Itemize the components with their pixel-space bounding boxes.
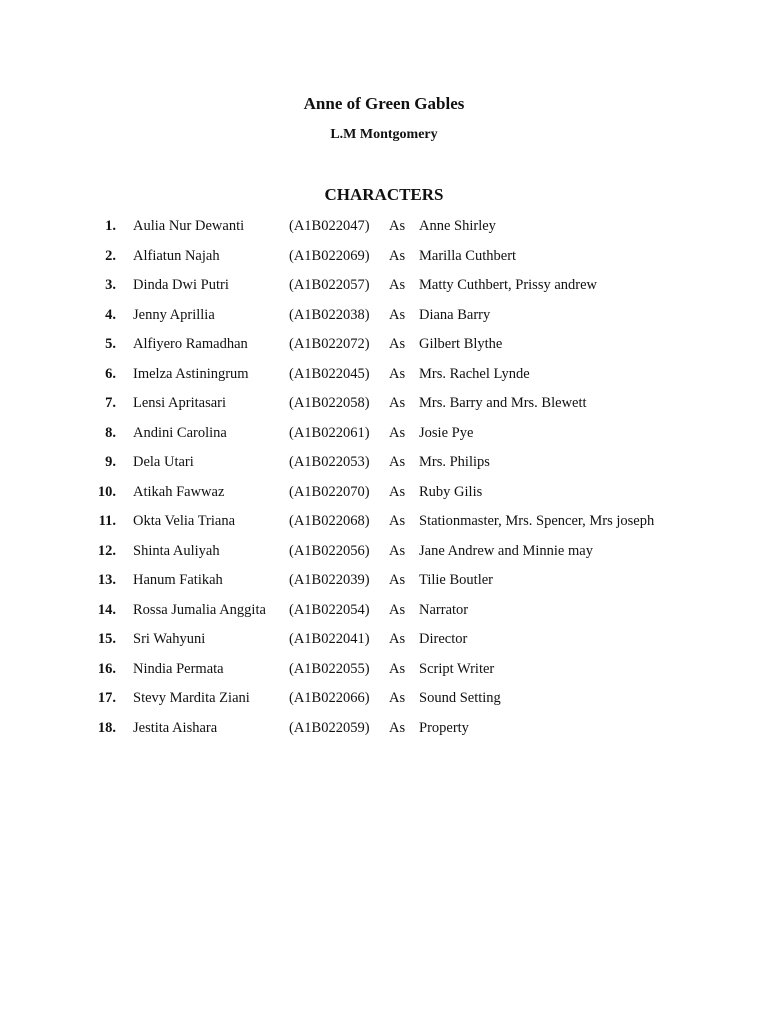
character-row xyxy=(0,598,768,628)
character-row xyxy=(0,568,768,598)
as-label: As xyxy=(389,306,406,323)
role-name: Marilla Cuthbert xyxy=(419,247,517,264)
as-label: As xyxy=(389,542,406,559)
actor-name: Andini Carolina xyxy=(133,424,227,441)
actor-name: Sri Wahyuni xyxy=(133,631,206,647)
role-name: Matty Cuthbert, Prissy andrew xyxy=(419,277,598,293)
student-id: (A1B022061) xyxy=(289,424,370,441)
as-label: As xyxy=(389,601,406,618)
role-name: Mrs. Philips xyxy=(419,454,490,470)
actor-name: Okta Velia Triana xyxy=(133,513,236,529)
student-id: (A1B022039) xyxy=(289,572,370,588)
character-number: 2. xyxy=(105,247,116,264)
role-name: Diana Barry xyxy=(419,306,491,323)
role-name: Property xyxy=(419,719,469,736)
student-id: (A1B022069) xyxy=(289,247,370,264)
character-number: 11. xyxy=(98,513,116,529)
role-name: Mrs. Barry and Mrs. Blewett xyxy=(419,395,587,411)
character-number: 14. xyxy=(97,601,116,618)
student-id: (A1B022041) xyxy=(289,631,370,647)
role-name: Script Writer xyxy=(419,660,495,677)
character-row xyxy=(0,450,768,480)
actor-name: Atikah Fawwaz xyxy=(133,483,225,500)
character-number: 9. xyxy=(105,454,116,470)
character-number: 12. xyxy=(97,542,116,559)
character-row xyxy=(0,332,768,362)
role-name: Ruby Gilis xyxy=(419,483,483,500)
as-label: As xyxy=(389,218,406,234)
as-label: As xyxy=(389,660,406,677)
student-id: (A1B022056) xyxy=(289,542,370,559)
actor-name: Stevy Mardita Ziani xyxy=(133,690,250,706)
student-id: (A1B022053) xyxy=(289,454,370,470)
student-id: (A1B022057) xyxy=(289,277,370,293)
as-label: As xyxy=(389,690,406,706)
character-number: 13. xyxy=(97,572,116,588)
as-label: As xyxy=(389,719,406,736)
character-row xyxy=(0,421,768,451)
student-id: (A1B022038) xyxy=(289,306,370,323)
role-name: Tilie Boutler xyxy=(419,572,493,588)
student-id: (A1B022059) xyxy=(289,719,370,736)
character-row xyxy=(0,391,768,421)
as-label: As xyxy=(389,247,406,264)
student-id: (A1B022072) xyxy=(289,336,370,352)
actor-name: Rossa Jumalia Anggita xyxy=(133,601,266,618)
actor-name: Nindia Permata xyxy=(133,660,224,677)
as-label: As xyxy=(389,277,406,293)
character-number: 3. xyxy=(105,277,116,293)
character-row xyxy=(0,539,768,569)
actor-name: Dela Utari xyxy=(133,454,194,470)
character-row xyxy=(0,214,768,244)
role-name: Mrs. Rachel Lynde xyxy=(419,365,530,382)
role-name: Gilbert Blythe xyxy=(419,336,503,352)
as-label: As xyxy=(389,365,406,382)
student-id: (A1B022055) xyxy=(289,660,370,677)
role-name: Stationmaster, Mrs. Spencer, Mrs joseph xyxy=(419,513,655,529)
actor-name: Alfiatun Najah xyxy=(133,247,220,264)
student-id: (A1B022068) xyxy=(289,513,370,529)
character-row xyxy=(0,244,768,274)
actor-name: Lensi Apritasari xyxy=(133,395,227,411)
actor-name: Dinda Dwi Putri xyxy=(133,277,229,293)
character-row xyxy=(0,627,768,657)
as-label: As xyxy=(389,483,406,500)
character-number: 6. xyxy=(105,365,116,382)
student-id: (A1B022070) xyxy=(289,483,370,500)
as-label: As xyxy=(389,395,406,411)
actor-name: Alfiyero Ramadhan xyxy=(133,336,248,352)
as-label: As xyxy=(389,424,406,441)
student-id: (A1B022054) xyxy=(289,601,370,618)
character-number: 18. xyxy=(97,719,116,736)
role-name: Anne Shirley xyxy=(419,218,496,234)
as-label: As xyxy=(389,631,406,647)
as-label: As xyxy=(389,572,406,588)
character-row xyxy=(0,716,768,746)
character-number: 1. xyxy=(105,218,116,234)
section-heading: CHARACTERS xyxy=(324,185,444,204)
student-id: (A1B022045) xyxy=(289,365,370,382)
role-name: Jane Andrew and Minnie may xyxy=(419,542,593,559)
role-name: Josie Pye xyxy=(419,424,474,441)
as-label: As xyxy=(389,513,406,529)
character-row xyxy=(0,273,768,303)
character-number: 15. xyxy=(97,631,116,647)
role-name: Sound Setting xyxy=(419,690,501,706)
character-number: 8. xyxy=(105,424,116,441)
actor-name: Aulia Nur Dewanti xyxy=(133,218,245,234)
character-row xyxy=(0,303,768,333)
student-id: (A1B022047) xyxy=(289,218,370,234)
role-name: Narrator xyxy=(419,601,469,618)
as-label: As xyxy=(389,454,406,470)
character-number: 4. xyxy=(105,306,116,323)
character-number: 7. xyxy=(105,395,116,411)
actor-name: Jestita Aishara xyxy=(133,719,218,736)
character-number: 16. xyxy=(97,660,116,677)
actor-name: Hanum Fatikah xyxy=(133,572,223,588)
document-title: Anne of Green Gables xyxy=(303,94,465,113)
student-id: (A1B022066) xyxy=(289,690,370,706)
character-row xyxy=(0,480,768,510)
actor-name: Jenny Aprillia xyxy=(133,306,215,323)
actor-name: Shinta Auliyah xyxy=(133,542,220,559)
character-row xyxy=(0,657,768,687)
as-label: As xyxy=(389,336,406,352)
role-name: Director xyxy=(419,631,468,647)
character-row xyxy=(0,362,768,392)
character-number: 5. xyxy=(105,336,116,352)
character-row xyxy=(0,686,768,716)
character-number: 17. xyxy=(97,690,116,706)
actor-name: Imelza Astiningrum xyxy=(133,365,249,382)
document-author: L.M Montgomery xyxy=(330,127,438,142)
character-row xyxy=(0,509,768,539)
student-id: (A1B022058) xyxy=(289,395,370,411)
character-number: 10. xyxy=(97,483,116,500)
character-list xyxy=(0,214,768,745)
